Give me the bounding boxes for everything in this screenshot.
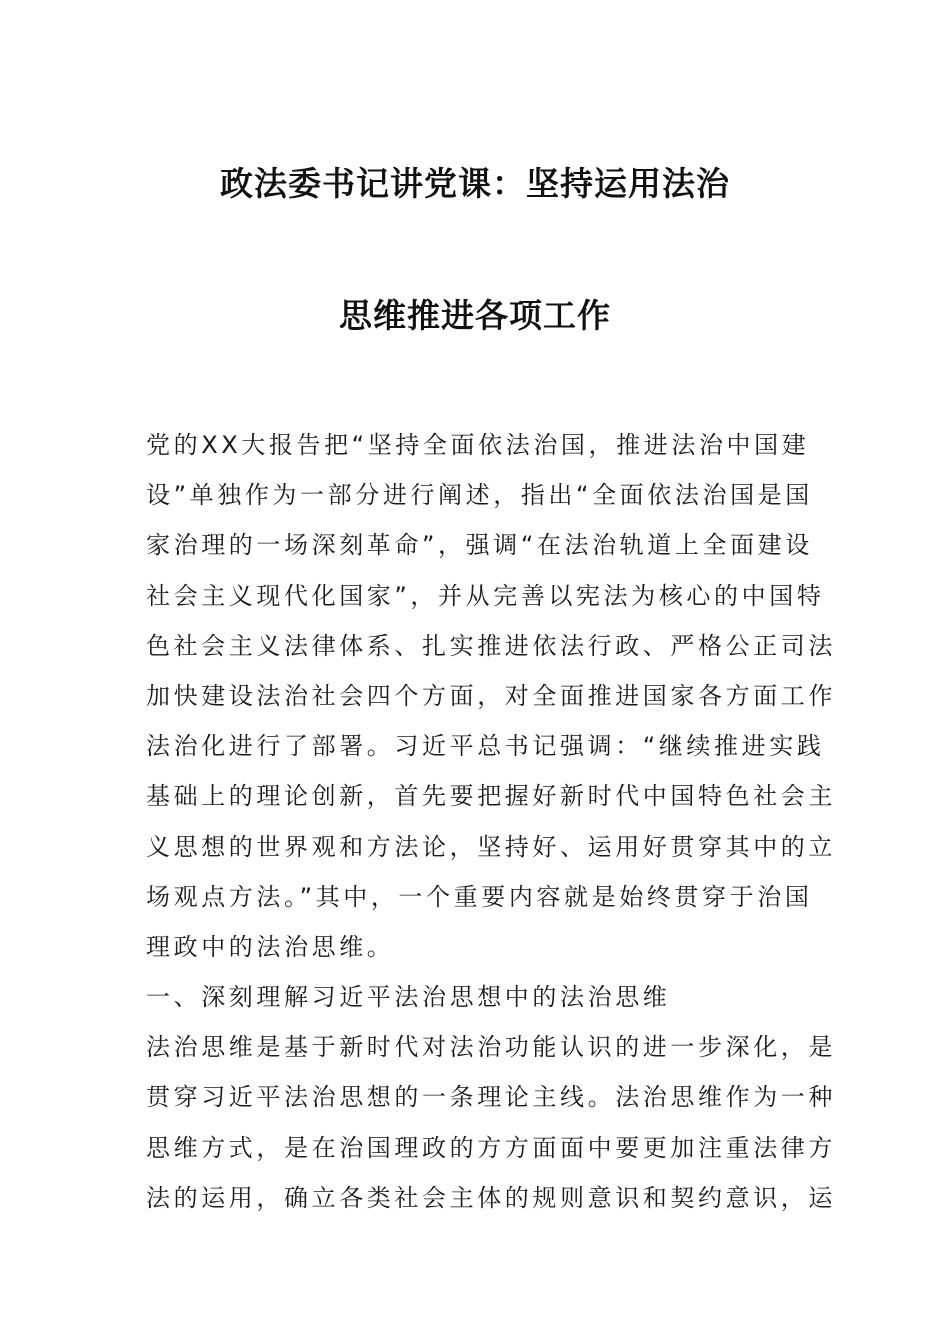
body-line: 义思想的世界观和方法论，坚持好、运用好贯穿其中的立 bbox=[146, 832, 836, 861]
body-line: 思维方式，是在治国理政的方方面面中要更加注重法律方 bbox=[146, 1133, 836, 1162]
body-line: 色社会主义法律体系、扎实推进依法行政、严格公正司法 bbox=[146, 631, 836, 660]
body-line: 法治化进行了部署。习近平总书记强调：“继续推进实践 bbox=[146, 732, 825, 761]
body-line: 党的XX大报告把“坚持全面依法治国，推进法治中国建 bbox=[146, 431, 810, 459]
body-line: 法的运用，确立各类社会主体的规则意识和契约意识，运 bbox=[146, 1183, 836, 1212]
body-line: 设”单独作为一部分进行阐述，指出“全面依法治国是国 bbox=[146, 481, 813, 510]
body-line: 基础上的理论创新，首先要把握好新时代中国特色社会主 bbox=[146, 782, 836, 811]
body-line: 理政中的法治思维。 bbox=[146, 932, 395, 961]
document-body bbox=[146, 420, 836, 1223]
body-line: 加快建设法治社会四个方面，对全面推进国家各方面工作 bbox=[146, 681, 836, 710]
document-title-line-1: 政法委书记讲党课：坚持运用法治 bbox=[220, 164, 730, 203]
body-line: 场观点方法。”其中，一个重要内容就是始终贯穿于治国 bbox=[146, 882, 813, 911]
document-title-line-2: 思维推进各项工作 bbox=[339, 296, 611, 335]
body-line: 家治理的一场深刻革命”，强调“在法治轨道上全面建设 bbox=[146, 531, 813, 560]
section-heading: 一、深刻理解习近平法治思想中的法治思维 bbox=[146, 983, 671, 1012]
body-line: 贯穿习近平法治思想的一条理论主线。法治思维作为一种 bbox=[146, 1083, 836, 1112]
body-line: 法治思维是基于新时代对法治功能认识的进一步深化，是 bbox=[146, 1033, 836, 1062]
body-line: 社会主义现代化国家”，并从完善以宪法为核心的中国特 bbox=[146, 581, 825, 610]
